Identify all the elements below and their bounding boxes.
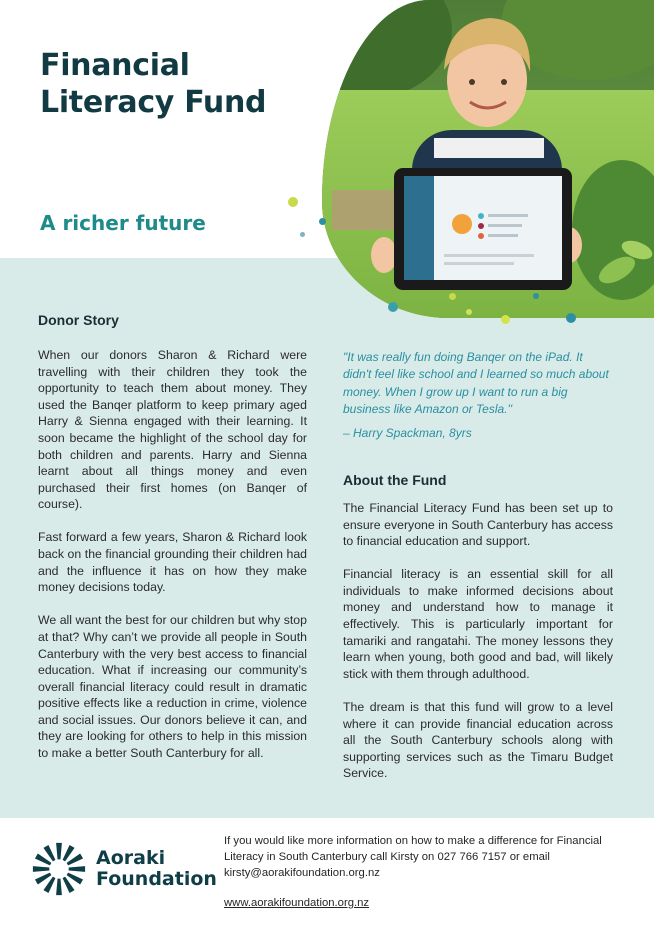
donor-story-paragraph: When our donors Sharon & Richard were travelling with their children they took the opportunity to teach them about money. They used the Banqer platform to keep primary aged Harry & Sienna engaged with their learning. It soon became the highlight of the school day for both children and parents. Harry and Sienna learnt about all things money and even purchased their first homes (on Banqer of course). — [38, 348, 307, 512]
child-with-tablet-photo-icon — [322, 0, 654, 318]
logo-line-2: Foundation — [96, 868, 217, 890]
quote-author: – Harry Spackman, 8yrs — [343, 425, 472, 440]
logo-wordmark — [96, 848, 217, 890]
donor-story-heading: Donor Story — [38, 312, 119, 328]
about-heading: About the Fund — [343, 472, 447, 488]
donor-story-paragraph: We all want the best for our children but why stop at that? Why can’t we provide all people in South Canterbury with the very best access to financial education. What if increasing our community’s overall financial literacy could result in dramatic positive effects like a reduction in crime, violence and social issues. Our donors believe it can, and they are looking for others to help in this mission to make a better South Canterbury for all. — [38, 613, 307, 761]
aoraki-logo-icon — [30, 840, 88, 898]
donor-story-text — [38, 347, 307, 778]
about-paragraph: Financial literacy is an essential skill for all individuals to make informed decisions about money and understand how to manage it effectively. This is particularly important for tamariki and rangatahi. The money lessons they learn when young, both good and bad, will likely stick with them through adulthood. — [343, 567, 613, 681]
about-paragraph: The Financial Literacy Fund has been set up to ensure everyone in South Canterbury has access to financial education and support. — [343, 501, 613, 549]
quote-text: "It was really fun doing Banqer on the iPad. It didn't feel like school and I learned so much about money. When I grow up I want to run a big business like Amazon or Tesla.'' — [343, 350, 609, 417]
hero-photo — [322, 0, 654, 318]
testimonial-quote — [343, 349, 613, 442]
about-text — [343, 500, 613, 798]
donor-story-paragraph: Fast forward a few years, Sharon & Richard look back on the financial grounding their children had and the influence it has on how they make money decisions today. — [38, 530, 307, 595]
page-title: Financial Literacy Fund — [40, 48, 267, 120]
contact-text: If you would like more information on how to make a difference for Financial Literacy in South Canterbury call Kirsty on 027 766 7157 or email kirsty@aorakifoundation.org.nz — [224, 835, 602, 880]
website-link[interactable]: www.aorakifoundation.org.nz — [224, 897, 370, 909]
logo-line-1: Aoraki — [96, 847, 166, 869]
page-subtitle: A richer future — [40, 211, 206, 235]
about-paragraph: The dream is that this fund will grow to a level where it can provide financial education across all the South Canterbury schools along with supporting services such as the Timaru Budget Service. — [343, 699, 613, 781]
